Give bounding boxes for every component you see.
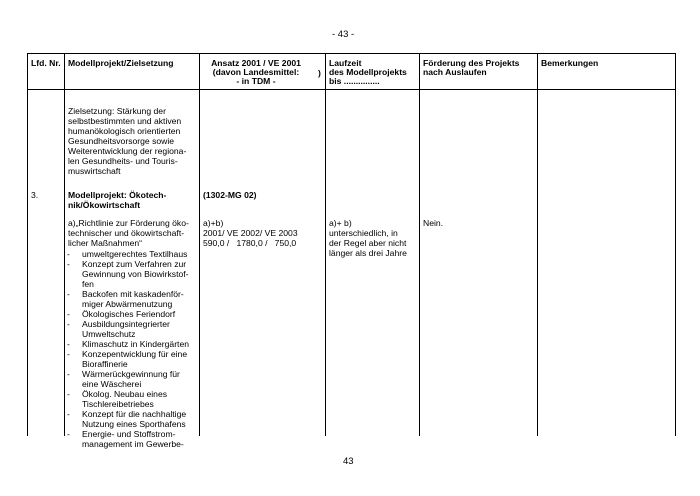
list-item <box>67 259 202 289</box>
list-item-text: umweltgerechtes Textilhaus <box>82 249 188 259</box>
row3-code: (1302-MG 02) <box>203 190 257 200</box>
prev-zielsetzung: Zielsetzung: Stärkung der selbstbestimmten und aktiven humanökologisch orientierten Gesundheitsvorsorge sowie Weiterentwicklung der regiona- len Gesundheits- und Touris- muswirtschaft <box>68 106 187 176</box>
list-dash: - <box>67 369 70 379</box>
list-dash: - <box>67 289 70 299</box>
list-item-text: Konzept für die nachhaltige Nutzung eines Sporthafens <box>82 409 187 429</box>
list-item-text: Klimaschutz in Kindergärten <box>82 339 189 349</box>
list-item-text: Backofen mit kaskadenför- miger Abwärmenutzung <box>82 289 184 309</box>
list-item-text: Ausbildungsintegrierter Umweltschutz <box>82 319 170 339</box>
row3-measure-list <box>67 249 202 449</box>
list-item-text: Wärmerückgewinnung für eine Wäscherei <box>82 369 180 389</box>
list-dash: - <box>67 319 70 329</box>
header-ansatz-paren: ) <box>318 68 321 78</box>
list-dash: - <box>67 309 70 319</box>
list-dash: - <box>67 259 70 269</box>
list-item <box>67 409 202 429</box>
row3-nr: 3. <box>31 190 39 200</box>
row3-title: Modellprojekt: Ökotech- nik/Ökowirtschaft <box>68 190 167 210</box>
page-header: - 43 - <box>332 29 355 40</box>
list-item <box>67 369 202 389</box>
col-divider-1 <box>64 53 65 436</box>
list-item <box>67 389 202 409</box>
list-item-text: Konzept zum Verfahren zur Gewinnung von Biowirkstof- fen <box>82 259 189 289</box>
header-ansatz: Ansatz 2001 / VE 2001 (davon Landesmittel: - in TDM - <box>211 58 301 86</box>
header-foerderung: Förderung des Projekts nach Auslaufen <box>423 58 520 77</box>
row3-ansatz-values: 590,0 / 1780,0 / 750,0 <box>203 238 297 248</box>
list-item <box>67 319 202 339</box>
col-divider-5 <box>537 53 538 436</box>
row3-ansatz-label: a)+b) <box>203 218 224 228</box>
header-laufzeit: Laufzeit des Modellprojekts bis ............... <box>329 58 407 86</box>
header-project: Modellprojekt/Zielsetzung <box>68 58 174 68</box>
list-item-text: Ökolog. Neubau eines Tischlereibetriebes <box>82 389 168 409</box>
list-dash: - <box>67 349 70 359</box>
list-item <box>67 349 202 369</box>
list-dash: - <box>67 249 70 259</box>
row3-laufzeit: a)+ b) unterschiedlich, in der Regel aber nicht länger als drei Jahre <box>329 218 407 258</box>
row3-ansatz-years: 2001/ VE 2002/ VE 2003 <box>203 228 298 238</box>
list-item <box>67 249 202 259</box>
list-item <box>67 339 202 349</box>
list-item-text: Energie- und Stoffstrom- management im Gewerbe- <box>82 429 184 449</box>
row3-intro: a)„Richtlinie zur Förderung öko- technischer und ökowirtschaft- licher Maßnahmen“ <box>68 218 189 248</box>
table-header-divider <box>27 89 675 90</box>
list-item <box>67 429 202 449</box>
list-item <box>67 289 202 309</box>
list-item-text: Ökologisches Feriendorf <box>82 309 176 319</box>
col-divider-3 <box>325 53 326 436</box>
list-dash: - <box>67 429 70 439</box>
list-dash: - <box>67 389 70 399</box>
list-item <box>67 309 202 319</box>
list-item-text: Konzepentwicklung für eine Bioraffinerie <box>82 349 188 369</box>
header-bemerkungen: Bemerkungen <box>541 58 599 68</box>
row3-foerderung: Nein. <box>423 218 444 228</box>
header-nr: Lfd. Nr. <box>31 58 61 68</box>
col-border-right <box>675 53 676 436</box>
col-divider-4 <box>419 53 420 436</box>
col-border-left <box>27 53 28 436</box>
page-footer: 43 <box>343 456 354 467</box>
table-top-border <box>27 53 675 54</box>
list-dash: - <box>67 409 70 419</box>
list-dash: - <box>67 339 70 349</box>
